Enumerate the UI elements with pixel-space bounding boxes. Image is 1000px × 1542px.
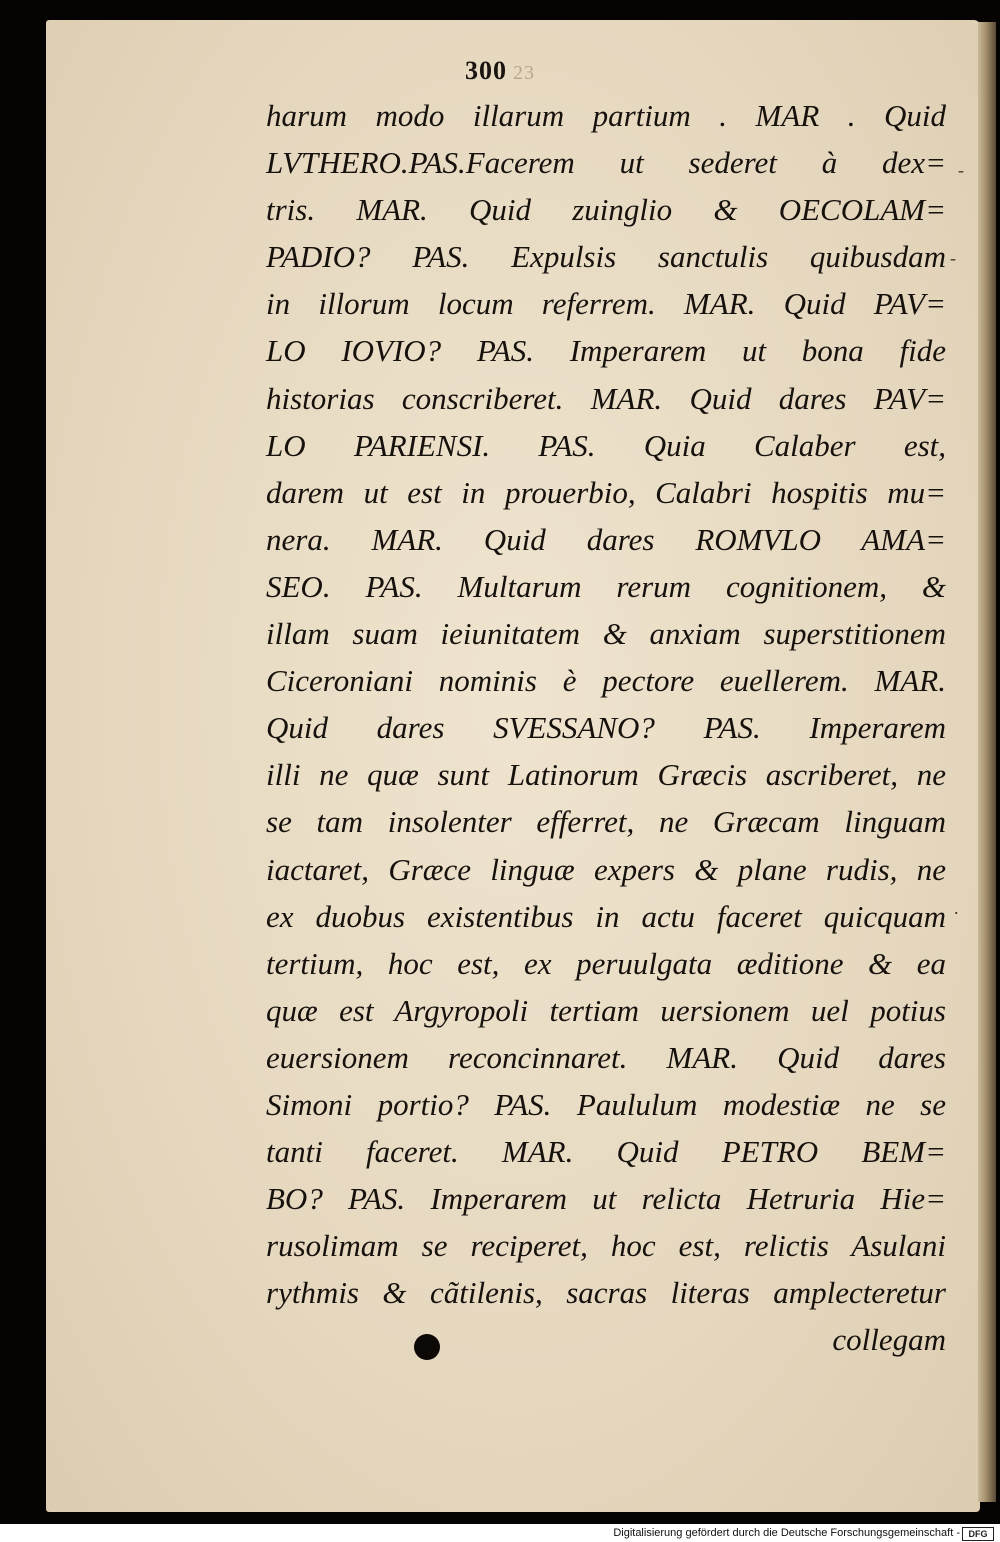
text-line: euersionem reconcinnaret. MAR. Quid dares — [266, 1039, 946, 1075]
margin-mark: - — [958, 160, 964, 180]
footer-bar — [0, 1524, 1000, 1542]
text-line: LO IOVIO? PAS. Imperarem ut bona fide — [266, 333, 946, 369]
text-line: illi ne quæ sunt Latinorum Græcis ascriberet, ne — [266, 757, 946, 793]
text-line: rusolimam se reciperet, hoc est, relictis Asulani — [266, 1228, 946, 1264]
text-line: tanti faceret. MAR. Quid PETRO BEM= — [266, 1134, 946, 1170]
text-line: iactaret, Græce linguæ expers & plane rudis, ne — [266, 851, 946, 887]
text-line: SEO. PAS. Multarum rerum cognitionem, & — [266, 568, 946, 604]
text-line: tertium, hoc est, ex peruulgata æditione & ea — [266, 945, 946, 981]
text-line: illam suam ieiunitatem & anxiam superstitionem — [266, 616, 946, 652]
text-line: Ciceroniani nominis è pectore euellerem. MAR. — [266, 663, 946, 699]
text-line: LVTHERO.PAS.Facerem ut sederet à dex= — [266, 145, 946, 181]
text-block — [266, 92, 946, 1364]
text-line: Simoni portio? PAS. Paululum modestiæ ne se — [266, 1086, 946, 1122]
text-line: rythmis & cãtilenis, sacras literas amplecteretur — [266, 1275, 946, 1311]
text-line: tris. MAR. Quid zuinglio & OECOLAM= — [266, 192, 946, 228]
text-line: BO? PAS. Imperarem ut relicta Hetruria Hie= — [266, 1181, 946, 1217]
text-line: ex duobus existentibus in actu faceret quicquam — [266, 898, 946, 934]
page-number-mark: 23 — [513, 62, 535, 84]
dfg-logo: DFG — [962, 1527, 994, 1541]
page-number-value: 300 — [465, 56, 507, 85]
text-line: harum modo illarum partium . MAR . Quid — [266, 98, 946, 133]
text-line: in illorum locum referrem. MAR. Quid PAV= — [266, 286, 946, 322]
binding-hole — [414, 1334, 440, 1360]
margin-mark: - — [950, 248, 956, 268]
page-number — [0, 56, 1000, 86]
catchword: collegam — [832, 1322, 946, 1358]
margin-mark: . — [954, 898, 959, 918]
funding-notice: Digitalisierung gefördert durch die Deutsche Forschungsgemeinschaft - — [613, 1527, 960, 1539]
text-line: quæ est Argyropoli tertiam uersionem uel potius — [266, 992, 946, 1028]
text-line: se tam insolenter efferret, ne Græcam linguam — [266, 804, 946, 840]
page-edge — [978, 22, 996, 1502]
text-line: historias conscriberet. MAR. Quid dares PAV= — [266, 380, 946, 416]
text-line: Quid dares SVESSANO? PAS. Imperarem — [266, 710, 946, 746]
text-line: nera. MAR. Quid dares ROMVLO AMA= — [266, 521, 946, 557]
text-line: darem ut est in prouerbio, Calabri hospitis mu= — [266, 474, 946, 510]
text-line: PADIO? PAS. Expulsis sanctulis quibusdam — [266, 239, 946, 275]
text-line: LO PARIENSI. PAS. Quia Calaber est, — [266, 427, 946, 463]
